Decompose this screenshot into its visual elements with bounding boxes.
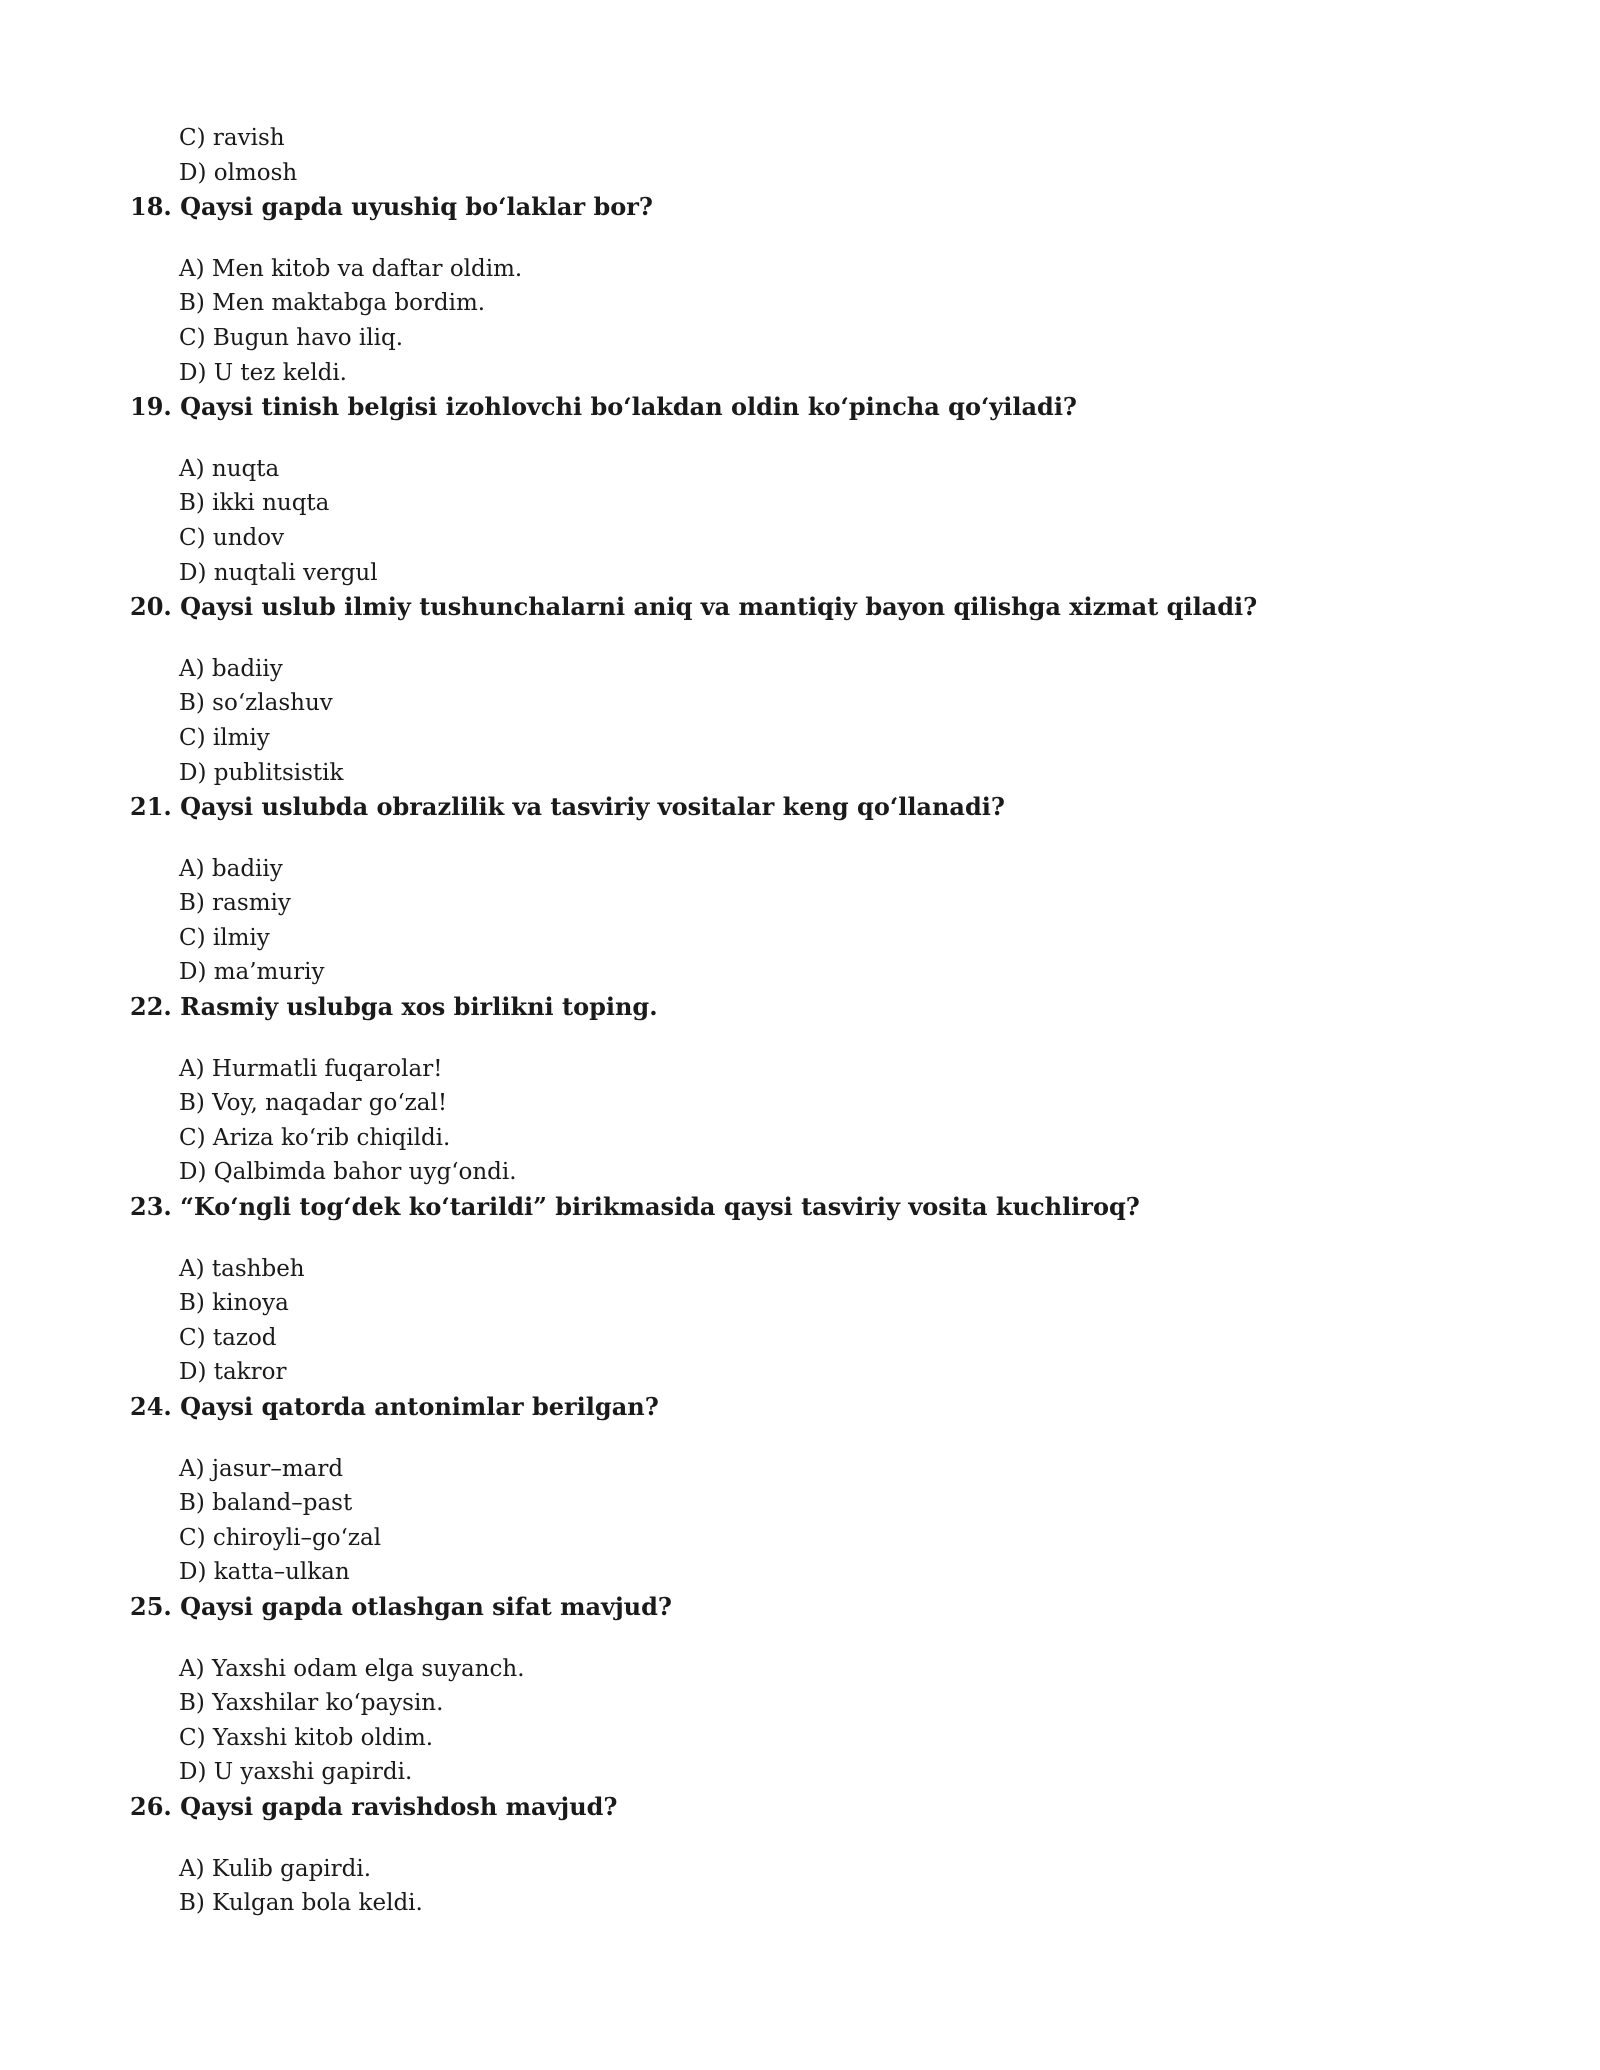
question-24: [130, 1390, 1530, 1590]
option: A) badiiy: [179, 855, 283, 882]
question-text: 25. Qaysi gapda otlashgan sifat mavjud?: [130, 1591, 672, 1621]
option: A) Yaxshi odam elga suyanch.: [179, 1655, 525, 1682]
option: A) Men kitob va daftar oldim.: [179, 255, 523, 282]
option: C) Bugun havo iliq.: [179, 324, 404, 351]
option: A) Hurmatli fuqarolar!: [179, 1055, 443, 1082]
question-19: [130, 390, 1530, 590]
question-text: 21. Qaysi uslubda obrazlilik va tasviriy vositalar keng qo‘llanadi?: [130, 792, 1005, 822]
question-25: [130, 1590, 1530, 1790]
question-text: 18. Qaysi gapda uyushiq bo‘laklar bor?: [130, 192, 653, 222]
question-text: 23. “Ko‘ngli tog‘dek ko‘tarildi” birikmasida qaysi tasviriy vosita kuchliroq?: [130, 1192, 1140, 1222]
option: B) Yaxshilar ko‘paysin.: [179, 1690, 444, 1717]
question-text: 24. Qaysi qatorda antonimlar berilgan?: [130, 1392, 659, 1421]
option: C) ravish: [179, 125, 285, 151]
question-text: 26. Qaysi gapda ravishdosh mavjud?: [130, 1791, 618, 1821]
option: C) tazod: [179, 1324, 277, 1351]
option: C) Yaxshi kitob oldim.: [179, 1724, 434, 1751]
option: B) Men maktabga bordim.: [179, 290, 486, 317]
question-26: [130, 1790, 1530, 1921]
option: D) nuqtali vergul: [179, 559, 378, 586]
option: B) Kulgan bola keldi.: [179, 1890, 423, 1917]
option: A) badiiy: [179, 655, 283, 682]
option: B) baland–past: [179, 1490, 353, 1517]
option: A) Kulib gapirdi.: [179, 1855, 372, 1882]
option: D) U yaxshi gapirdi.: [179, 1759, 413, 1786]
question-20: [130, 590, 1530, 790]
option: B) rasmiy: [179, 890, 291, 917]
option: D) olmosh: [179, 159, 298, 186]
option: D) takror: [179, 1359, 287, 1386]
option: C) ilmiy: [179, 924, 270, 951]
question-18: [130, 190, 1530, 390]
question-text: 22. Rasmiy uslubga xos birlikni toping.: [130, 992, 658, 1022]
option: B) kinoya: [179, 1290, 289, 1317]
option: D) ma’muriy: [179, 959, 325, 986]
option: D) Qalbimda bahor uyg‘ondi.: [179, 1159, 517, 1186]
option: B) ikki nuqta: [179, 490, 330, 517]
question-23: [130, 1190, 1530, 1390]
question-list: [130, 121, 1530, 1921]
option: C) Ariza ko‘rib chiqildi.: [179, 1124, 451, 1151]
question-21: [130, 790, 1530, 990]
option: B) so‘zlashuv: [179, 690, 333, 717]
option: A) tashbeh: [179, 1255, 305, 1282]
option: C) undov: [179, 524, 285, 551]
option: D) katta–ulkan: [179, 1559, 350, 1586]
question-22: [130, 990, 1530, 1190]
question-text: 19. Qaysi tinish belgisi izohlovchi bo‘lakdan oldin ko‘pincha qo‘yiladi?: [130, 392, 1077, 422]
option: A) jasur–mard: [179, 1455, 344, 1482]
option: C) ilmiy: [179, 724, 270, 751]
option: C) chiroyli–go‘zal: [179, 1524, 382, 1551]
option: A) nuqta: [179, 455, 280, 482]
question-text: 20. Qaysi uslub ilmiy tushunchalarni aniq va mantiqiy bayon qilishga xizmat qiladi?: [130, 592, 1258, 622]
option: D) U tez keldi.: [179, 359, 347, 386]
option: B) Voy, naqadar go‘zal!: [179, 1090, 448, 1117]
option: D) publitsistik: [179, 759, 344, 786]
